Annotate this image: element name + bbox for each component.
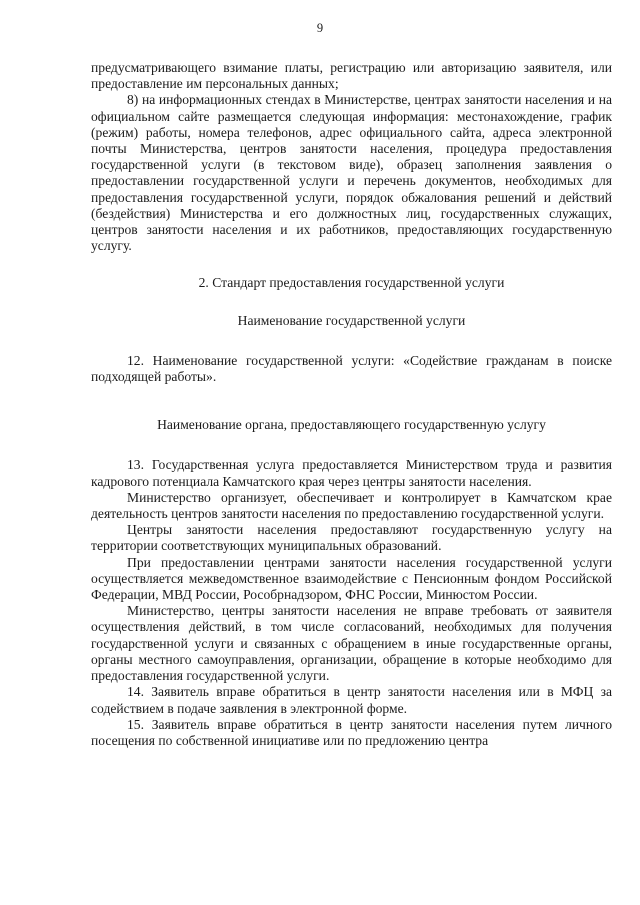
document-body xyxy=(91,60,612,749)
paragraph-interaction: При предоставлении центрами занятости населения государственной услуги осуществляется межведомственное взаимодействие с Пенсионным фондом Российской Федерации, МВД России, Рособрнадзором, ФНС России, Минюстом России. xyxy=(91,554,612,603)
paragraph-15: 15. Заявитель вправе обратиться в центр занятости населения путем личного посещения по собственной инициативе или по предложению центра xyxy=(91,716,612,748)
paragraph-centers: Центры занятости населения предоставляют государственную услугу на территории соответствующих муниципальных образований. xyxy=(91,522,612,554)
paragraph-ministry: Министерство организует, обеспечивает и контролирует в Камчатском крае деятельность центров занятости населения по предоставлению государственной услуги. xyxy=(91,489,612,522)
paragraph-8: 8) на информационных стендах в Министерстве, центрах занятости населения и на официальном сайте размещается следующая информация: местонахождение, график (режим) работы, номера телефонов, адрес официального сайта, адреса электронной почты Министерства, центров занятости населения, процедура предоставления государственной услуги (в текстовом виде), образец заполнения заявления о предоставлении государственной услуги и перечень документов, необходимых для предоставления государственной услуги, порядок обжалования решений и действий (бездействия) Министерства и его должностных лиц, государственных служащих, центров занятости населения и их работников, предоставляющих государственную услугу. xyxy=(91,92,612,254)
paragraph-12: 12. Наименование государственной услуги: «Содействие гражданам в поиске подходящей работы». xyxy=(91,352,612,385)
heading-service-provider: Наименование органа, предоставляющего государственную услугу xyxy=(157,417,546,433)
paragraph-continued: предусматривающего взимание платы, регистрацию или авторизацию заявителя, или предоставление им персональных данных; xyxy=(91,60,612,92)
paragraph-prohibition: Министерство, центры занятости населения не вправе требовать от заявителя осуществления действий, в том числе согласований, необходимых для получения государственной услуги и связанных с обращением в иные государственные органы, органы местного самоуправления, организации, обращение в которые необходимо для предоставления государственной услуги. xyxy=(91,603,612,684)
heading-service-name: Наименование государственной услуги xyxy=(237,312,466,328)
section-title: 2. Стандарт предоставления государственной услуги xyxy=(198,275,505,291)
paragraph-14: 14. Заявитель вправе обратиться в центр занятости населения или в МФЦ за содействием в подаче заявления в электронной форме. xyxy=(91,684,612,716)
page-number: 9 xyxy=(316,21,324,35)
paragraph-13: 13. Государственная услуга предоставляется Министерством труда и развития кадрового потенциала Камчатского края через центры занятости населения. xyxy=(91,457,612,489)
